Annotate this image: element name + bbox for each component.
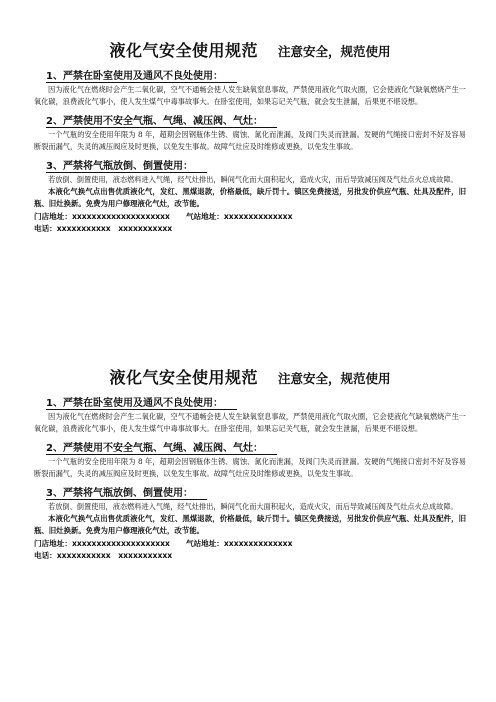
rule-1-heading: 1、严禁在卧室使用及通风不良处使用：: [46, 67, 466, 82]
promo-text: 本液化气换气点出售优质液化气，发红、黑煤退款，价格最低，缺斤罚十。镇区免费接送，另批发价供应气瓶、灶具及配件，旧瓶、旧灶换新。免费为用户修理液化气灶，改节能。: [34, 514, 466, 536]
rule-2-heading: 2、严禁使用不安全气瓶、气绳、减压阀、气灶：: [46, 112, 466, 127]
phone-line: 电话：xxxxxxxxxxx xxxxxxxxxxx: [34, 223, 173, 233]
rule-1-text: 因为液化气在燃烧时会产生二氧化碳，空气不通畅会使人发生缺氧窒息事故，严禁使用液化气取火圈，它会使液化气缺氧燃烧产生一氧化碳，浪费液化气事小，使人发生煤气中毒事故事大。在卧室使用，如果忘记关气瓶，就会发生泄漏，后果更不堪设想。: [34, 412, 466, 434]
promo-text: 本液化气换气点出售优质液化气，发红、黑煤退款，价格最低，缺斤罚十。镇区免费接送，另批发价供应气瓶、灶具及配件，旧瓶、旧灶换新。免费为用户修理液化气灶，改节能。: [34, 187, 466, 209]
notice-title: 液化气安全使用规范: [109, 368, 258, 387]
title-row: [34, 365, 466, 388]
rule-2-text: 一个气瓶的安全使用年限为 8 年，超期会因钢瓶体生锈、腐蚀、氮化而泄漏，及阀门失灵而泄漏。发硬的气绳接口密封不好及容易断裂而漏气，失灵的减压阀应及时更换，以免发生事故。故障气灶应及时维修或更换，以免发生事故。: [34, 129, 466, 152]
rule-2-heading: 2、严禁使用不安全气瓶、气绳、减压阀、气灶：: [46, 439, 466, 454]
store-address: 门店地址：xxxxxxxxxxxxxxxxxxxx: [34, 538, 170, 548]
title-row: [34, 38, 466, 61]
safety-notice-2: [34, 365, 466, 562]
address-line: [34, 211, 466, 223]
rule-3-text: 若放倒、倒置使用，液态燃料进入气绳，经气灶排出，瞬间气化而大面积起火，造成火灾，而后导致减压阀及气灶点火总成故障。: [48, 174, 458, 184]
rule-3-text: 若放倒、倒置使用，液态燃料进入气绳，经气灶排出，瞬间气化而大面积起火，造成火灾，而后导致减压阀及气灶点火总成故障。: [48, 501, 458, 511]
phone-line: 电话：xxxxxxxxxxx xxxxxxxxxxx: [34, 550, 173, 560]
notice-subtitle: 注意安全，规范使用: [278, 44, 391, 59]
notice-title: 液化气安全使用规范: [109, 41, 258, 60]
address-line: [34, 538, 466, 550]
notice-subtitle: 注意安全，规范使用: [278, 371, 391, 386]
station-address: 气站地址：xxxxxxxxxxxxxx: [185, 211, 293, 221]
rule-3-heading: 3、严禁将气瓶放倒、倒置使用：: [46, 484, 466, 499]
station-address: 气站地址：xxxxxxxxxxxxxx: [185, 538, 293, 548]
safety-notice-1: [34, 38, 466, 235]
rule-3-heading: 3、严禁将气瓶放倒、倒置使用：: [46, 157, 466, 172]
rule-1-text: 因为液化气在燃烧时会产生二氧化碳，空气不通畅会使人发生缺氧窒息事故，严禁使用液化气取火圈，它会使液化气缺氧燃烧产生一氧化碳，浪费液化气事小，使人发生煤气中毒事故事大。在卧室使用，如果忘记关气瓶，就会发生泄漏，后果更不堪设想。: [34, 85, 466, 107]
rule-1-heading: 1、严禁在卧室使用及通风不良处使用：: [46, 394, 466, 409]
store-address: 门店地址：xxxxxxxxxxxxxxxxxxxx: [34, 211, 170, 221]
rule-2-text: 一个气瓶的安全使用年限为 8 年，超期会因钢瓶体生锈、腐蚀、氮化而泄漏，及阀门失灵而泄漏。发硬的气绳接口密封不好及容易断裂而漏气，失灵的减压阀应及时更换，以免发生事故。故障气灶应及时维修或更换，以免发生事故。: [34, 456, 466, 479]
